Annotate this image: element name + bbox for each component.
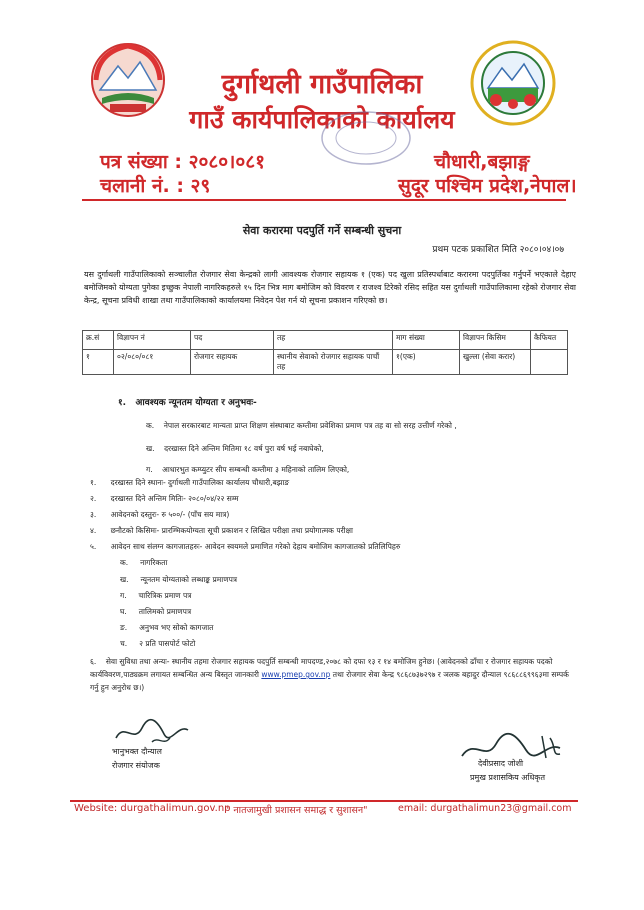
point-number: १. (90, 478, 97, 487)
point-text: दरखास्त दिने स्थानः- दुर्गाथली गाउँपालिका कार्यालय चौधारी,बझाङ (110, 478, 290, 487)
table-cell: खुल्ला (सेवा करार) (460, 350, 531, 375)
municipality-name: दुर्गाथली गाउँपालिका (221, 69, 423, 100)
left-signature (112, 714, 192, 750)
header-divider (82, 199, 566, 201)
document-item (120, 591, 191, 601)
right-signatory-name: देवीप्रसाद जोशी (478, 759, 524, 768)
address-line1: चौधारी,बझाङ्ग (434, 151, 530, 173)
table-header-cell: पद (191, 331, 274, 350)
point-text: सेवा सुविधा तथा अन्यः- स्थानीय तहमा रोजगार सहायक पदपुर्ति सम्बन्धी मापदण्ड,२०७८ को दफा १३ र १४ बमोजिम हुनेछ। (आवेदनको ढाँचा र रोजगार सहायक पदको कार्यविवरण,पाठ्यक्रम लगायत सम्बन्धित अन्य बिस्तृत जानकारी (90, 657, 553, 679)
point-number: ४. (90, 526, 97, 535)
document-item (120, 575, 237, 585)
document-item (120, 558, 167, 568)
item-text: नेपाल सरकारबाट मान्यता प्राप्त शिक्षण संस्थाबाट कम्तीमा प्रवेशिका प्रमाण पत्र तह वा सो सरह उत्तीर्ण गरेको , (163, 421, 457, 430)
table-cell (531, 350, 568, 375)
item-marker: क. (146, 421, 155, 430)
table-cell: १(एक) (393, 350, 460, 375)
document-item (120, 623, 213, 633)
point-number: ३. (90, 510, 97, 519)
item-text: दरखास्त दिने अन्तिम मितिमा १८ वर्ष पुरा वर्ष भई नबाघेको, (164, 444, 324, 453)
footer-slogan: " नातजामुखी प्रशासन समाद्ध र सुशासन" (226, 805, 368, 816)
table-header-row (83, 331, 568, 350)
point-item (90, 542, 400, 552)
point-item (90, 655, 574, 694)
point-item (90, 510, 229, 520)
point-number: ५. (90, 542, 97, 551)
item-marker: च. (120, 639, 128, 648)
notice-subject: सेवा करारमा पदपुर्ति गर्ने सम्बन्धी सुचना (242, 224, 402, 237)
table-cell: स्थानीय सेवाको रोजगार सहायक पाचौं तह (274, 350, 393, 375)
point-item (90, 526, 353, 536)
right-signatory-title: प्रमुख प्रशासकिय अधिकृत (470, 773, 546, 782)
point-text: छनौटको किसिमः- प्रारम्भिकयोग्यता सूची प्रकाशन र लिखित परीक्षा तथा प्रयोगात्मक परीक्षा (110, 526, 353, 535)
address-line2: सुदूर पश्चिम प्रदेश,नेपाल। (398, 175, 577, 197)
table-cell: रोजगार सहायक (191, 350, 274, 375)
requirements-heading (118, 395, 257, 408)
document-item (120, 639, 195, 649)
point-number: ६. (90, 657, 97, 666)
table-header-cell: कैफियत (531, 331, 568, 350)
requirement-item (146, 444, 324, 454)
item-text: चारित्रिक प्रमाण पत्र (138, 591, 192, 600)
publish-date: प्रथम पटक प्रकाशित मिति २०८०।०४।०७ (432, 245, 564, 255)
office-stamp (318, 108, 414, 168)
item-marker: ग. (120, 591, 127, 600)
table-header-cell: क्र.सं (83, 331, 114, 350)
item-marker: ङ. (120, 623, 128, 632)
table-header-cell: तह (274, 331, 393, 350)
document-item (120, 607, 191, 617)
point-text-continued: तथा रोजगार सेवा केन्द्र ९८६८७३७२९७ र ञलक बहादुर दौन्याल ९८६८८६९९६३मा सम्पर्क गर्नु हुन अनुरोध छ।) (90, 670, 569, 692)
footer-website: Website: durgathalimun.gov.np (74, 803, 231, 814)
item-marker: ग. (146, 465, 153, 474)
item-text: न्यूनतम योग्यताको लब्धाङ्क प्रमाणपत्र (140, 575, 238, 584)
vacancy-table (82, 330, 568, 375)
item-marker: ख. (146, 444, 155, 453)
point-text: दरखास्त दिने अन्तिम मितिः- २०८०/०४/२२ सम्म (110, 494, 239, 503)
item-marker: ख. (120, 575, 129, 584)
office-name: गाउँ कार्यपालिकाको कार्यालय (189, 105, 455, 134)
point-text: आवेदनको दस्तुरः- रु ५००/- (पाँच सय मात्र) (110, 510, 230, 519)
item-text: नागरिकता (140, 558, 168, 567)
section-heading-text: आवश्यक न्यूनतम योग्यता र अनुभवः- (135, 398, 257, 408)
table-cell: १ (83, 350, 114, 375)
item-text: २ प्रति पासपोर्ट फोटो (139, 639, 196, 648)
dispatch-number: चलानी नं. : २९ (100, 175, 211, 197)
left-signatory-title: रोजगार संयोजक (112, 761, 160, 770)
requirement-item (146, 465, 349, 475)
table-cell: ०२/०८०/०८१ (114, 350, 191, 375)
point-item (90, 494, 239, 504)
pmep-website-link[interactable]: www.pmep.gov.np (261, 670, 331, 679)
point-text: आवेदन साथ संलग्न कागजातहरुः- आवेदन स्वयमले प्रमाणित गरेको देहाय बमोजिम कागजातको प्रतिलिपिहरु (110, 542, 401, 551)
left-signatory-name: भानुभक्त दौन्याल (112, 747, 162, 756)
item-marker: क. (120, 558, 129, 567)
table-header-cell: विज्ञापन नं (114, 331, 191, 350)
table-header-cell: विज्ञापन किसिम (460, 331, 531, 350)
item-text: आधारभुत कम्प्युटर सीप सम्बन्धी कम्तीमा ३ महिनाको तालिम लिएको, (162, 465, 350, 474)
footer-email: email: durgathalimun23@gmail.com (398, 803, 572, 814)
item-marker: घ. (120, 607, 127, 616)
item-text: तालिमको प्रमाणपत्र (138, 607, 192, 616)
point-number: २. (90, 494, 97, 503)
table-row (83, 350, 568, 375)
section-number: १. (118, 398, 127, 408)
item-text: अनुभव भए सोको कागजात (139, 623, 214, 632)
table-header-cell: माग संख्या (393, 331, 460, 350)
point-item (90, 478, 289, 488)
municipality-logo (470, 40, 556, 126)
requirement-item (146, 421, 457, 431)
footer-divider (70, 800, 578, 802)
notice-intro: यस दुर्गाथली गाउँपालिकाको सञ्चालीत रोजगार सेवा केन्द्रको लागी आवश्यक रोजगार सहायक १ (एक) पद खुला प्रतिस्पर्धाबाट करारमा पदपुर्तिका गर्नुपर्ने भएकाले देहाए बमोजिमको योग्यता पुगेका इच्छुक नेपाली नागरिकहरुले १५ दिन भित्र माग बमोजिम को विवरण र राजश्व टिरेको रसिद सहित यस दुर्गाथली गाउँपालिकामा रहेको रोजगार सेवा केन्द्र, सूचना प्रविधी शाखा तथा गाउँपालिकाको कार्यालयमा निवेदन पेश गर्न यो सूचना प्रकाशन गरिएको छ। (84, 270, 576, 305)
reference-number: पत्र संख्या : २०८०।०८१ (100, 151, 265, 173)
